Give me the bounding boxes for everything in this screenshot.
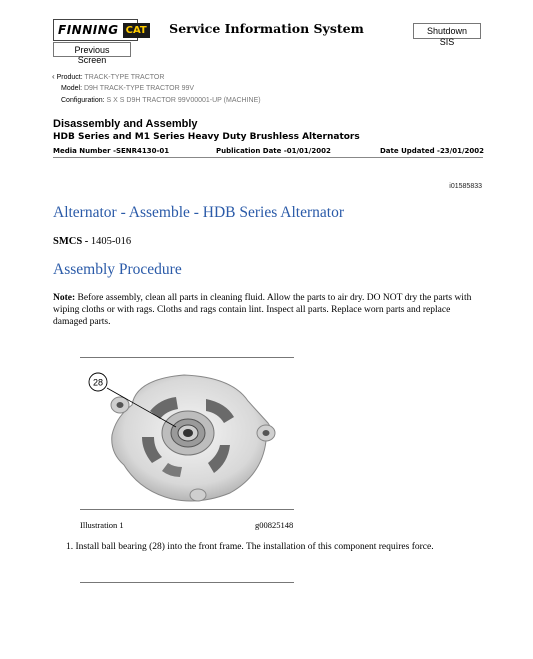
doc-heading: Disassembly and Assembly (53, 118, 198, 130)
note-paragraph (53, 292, 483, 328)
note-text: Before assembly, clean all parts in cleaning fluid. Allow the parts to air dry. DO NOT dry the parts with wiping cloths or with rags. Cloths and rags contain lint. Inspect all parts. Replace worn parts and replace damaged parts. (53, 293, 472, 327)
front-frame-image (80, 365, 294, 508)
illustration-id: g00825148 (255, 520, 294, 530)
note-label: Note: (53, 293, 76, 303)
shutdown-sis-button[interactable]: Shutdown SIS (413, 23, 481, 39)
divider (53, 157, 483, 158)
breadcrumb-model (61, 85, 194, 92)
step-item (66, 542, 434, 552)
logo-brand-text: FINNING (58, 23, 119, 37)
chevron-left-icon[interactable]: ‹ (52, 72, 55, 81)
logo-cat-text: CAT (123, 23, 150, 38)
section-title: Assembly Procedure (53, 261, 182, 278)
previous-screen-button[interactable]: Previous Screen (53, 42, 131, 57)
breadcrumb-configuration (61, 97, 261, 104)
breadcrumb-product (52, 72, 164, 81)
step-number: 1. (66, 542, 74, 552)
step-rule (80, 582, 294, 583)
illustration-label: Illustration 1 (80, 520, 124, 530)
step-text: Install ball bearing (28) into the front frame. The installation of this component requires force. (75, 542, 434, 552)
smcs-value: 1405-016 (90, 236, 132, 247)
main-title: Alternator - Assemble - HDB Series Alternator (53, 204, 344, 221)
media-number: Media Number -SENR4130-01 (53, 147, 170, 155)
illustration-front-frame (80, 365, 294, 508)
smcs-code (53, 236, 131, 247)
smcs-label: SMCS - (53, 236, 91, 247)
product-label: Product: (56, 74, 83, 81)
product-value: TRACK-TYPE TRACTOR (84, 74, 165, 81)
config-label: Configuration: (61, 97, 105, 104)
model-label: Model: (61, 85, 83, 92)
callout-number: 28 (92, 377, 104, 388)
date-updated: Date Updated -23/01/2002 (380, 147, 485, 155)
model-value: D9H TRACK-TYPE TRACTOR 99V (83, 85, 195, 92)
illustration-bottom-rule (80, 509, 294, 510)
publication-date: Publication Date -01/01/2002 (216, 147, 331, 155)
config-value: S X S D9H TRACTOR 99V00001-UP (MACHINE) (106, 97, 261, 104)
page-title: Service Information System (169, 21, 364, 36)
illustration-top-rule (80, 357, 294, 358)
doc-subheading: HDB Series and M1 Series Heavy Duty Brushless Alternators (53, 132, 360, 142)
document-id: i01585833 (449, 183, 482, 190)
